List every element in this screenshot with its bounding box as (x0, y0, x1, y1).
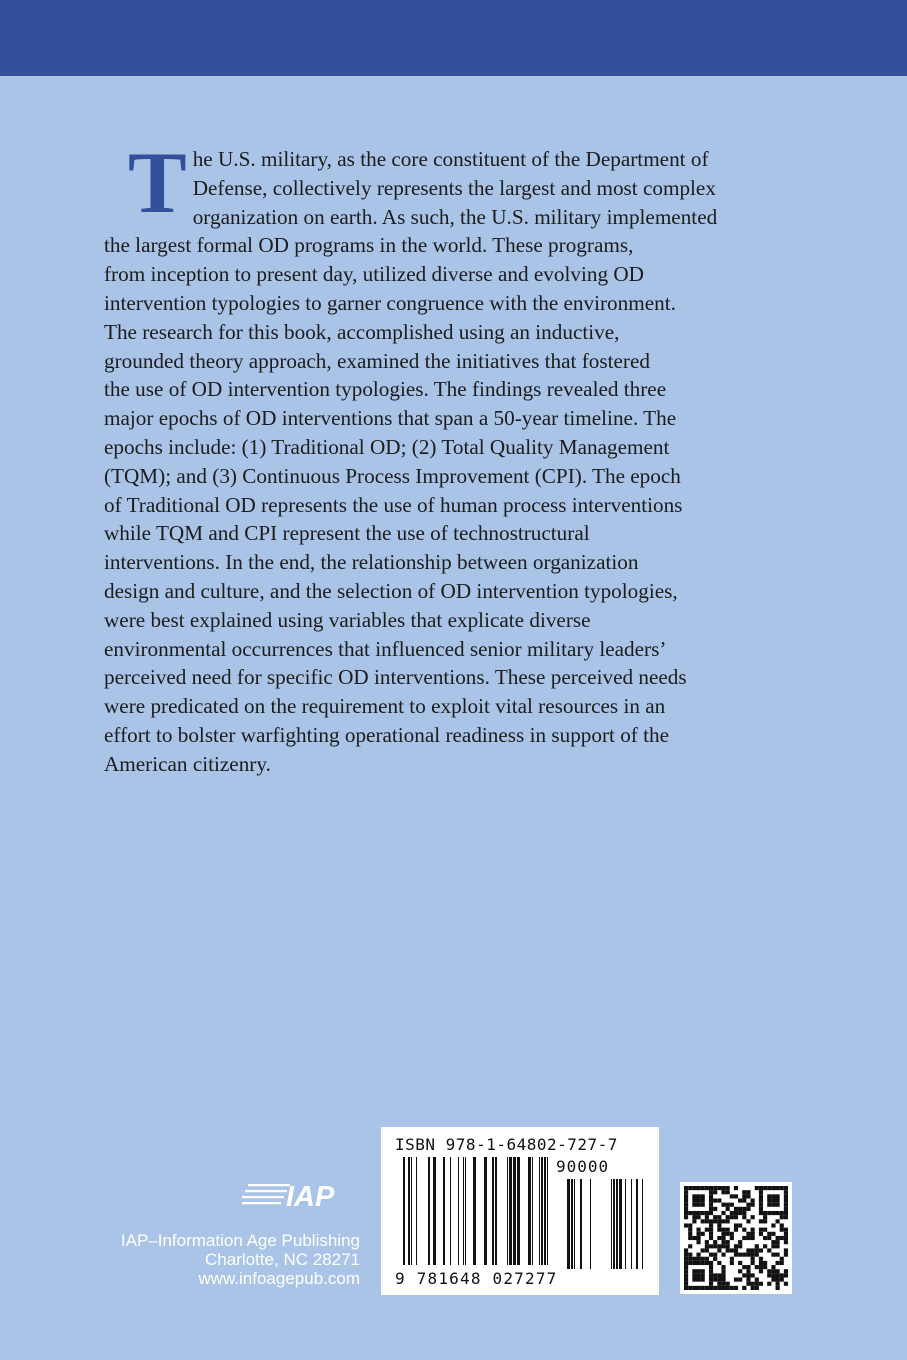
qr-code-icon (684, 1186, 788, 1290)
blurb-line: environmental occurrences that influenced senior military leaders’ (104, 636, 667, 661)
publisher-name: IAP–Information Age Publishing (120, 1231, 360, 1250)
blurb-line: design and culture, and the selection of OD intervention typologies, (104, 578, 678, 603)
blurb-line: organization on earth. As such, the U.S. military implemented (192, 204, 718, 229)
blurb-line: perceived need for specific OD interventions. These perceived needs (104, 665, 687, 690)
blurb-line: grounded theory approach, examined the initiatives that fostered (104, 348, 650, 373)
blurb-line: interventions. In the end, the relationship between organization (104, 550, 639, 575)
drop-cap: T (128, 135, 187, 232)
blurb-line: the largest formal OD programs in the world. These programs, (104, 233, 634, 258)
isbn-label: ISBN 978-1-64802-727-7 (395, 1135, 618, 1154)
blurb-line: were predicated on the requirement to exploit vital resources in an (104, 694, 666, 719)
blurb-line: major epochs of OD interventions that span a 50-year timeline. The (104, 406, 677, 431)
iap-logo-text: IAP (286, 1181, 335, 1209)
blurb-line: (TQM); and (3) Continuous Process Improvement (CPI). The epoch (104, 463, 681, 488)
blurb-line: were best explained using variables that explicate diverse (104, 607, 591, 632)
blurb-line: Defense, collectively represents the largest and most complex (192, 175, 716, 200)
iap-logo (242, 1181, 360, 1209)
publisher-website: www.infoagepub.com (198, 1269, 360, 1288)
blurb-line: effort to bolster warfighting operational readiness in support of the (104, 722, 670, 747)
back-cover-blurb (104, 135, 783, 779)
publisher-info (100, 1231, 360, 1288)
price-code: 90000 (556, 1157, 610, 1176)
blurb-line: of Traditional OD represents the use of human process interventions (104, 492, 683, 517)
qr-code (680, 1182, 792, 1294)
blurb-line: the use of OD intervention typologies. The findings revealed three (104, 377, 667, 402)
blurb-line: from inception to present day, utilized diverse and evolving OD (104, 262, 644, 287)
isbn-barcode (381, 1127, 659, 1295)
blurb-line: he U.S. military, as the core constituent of the Department of (192, 147, 709, 171)
blurb-line: American citizenry. (104, 751, 271, 776)
top-color-band (0, 0, 907, 76)
blurb-line: while TQM and CPI represent the use of technostructural (104, 521, 590, 546)
blurb-line: epochs include: (1) Traditional OD; (2) Total Quality Management (104, 434, 670, 459)
blurb-line: intervention typologies to garner congruence with the environment. (104, 290, 676, 315)
publisher-address: Charlotte, NC 28271 (205, 1250, 360, 1269)
barcode-digits: 9 781648 027277 (395, 1269, 558, 1288)
blurb-line: The research for this book, accomplished using an inductive, (104, 319, 620, 344)
